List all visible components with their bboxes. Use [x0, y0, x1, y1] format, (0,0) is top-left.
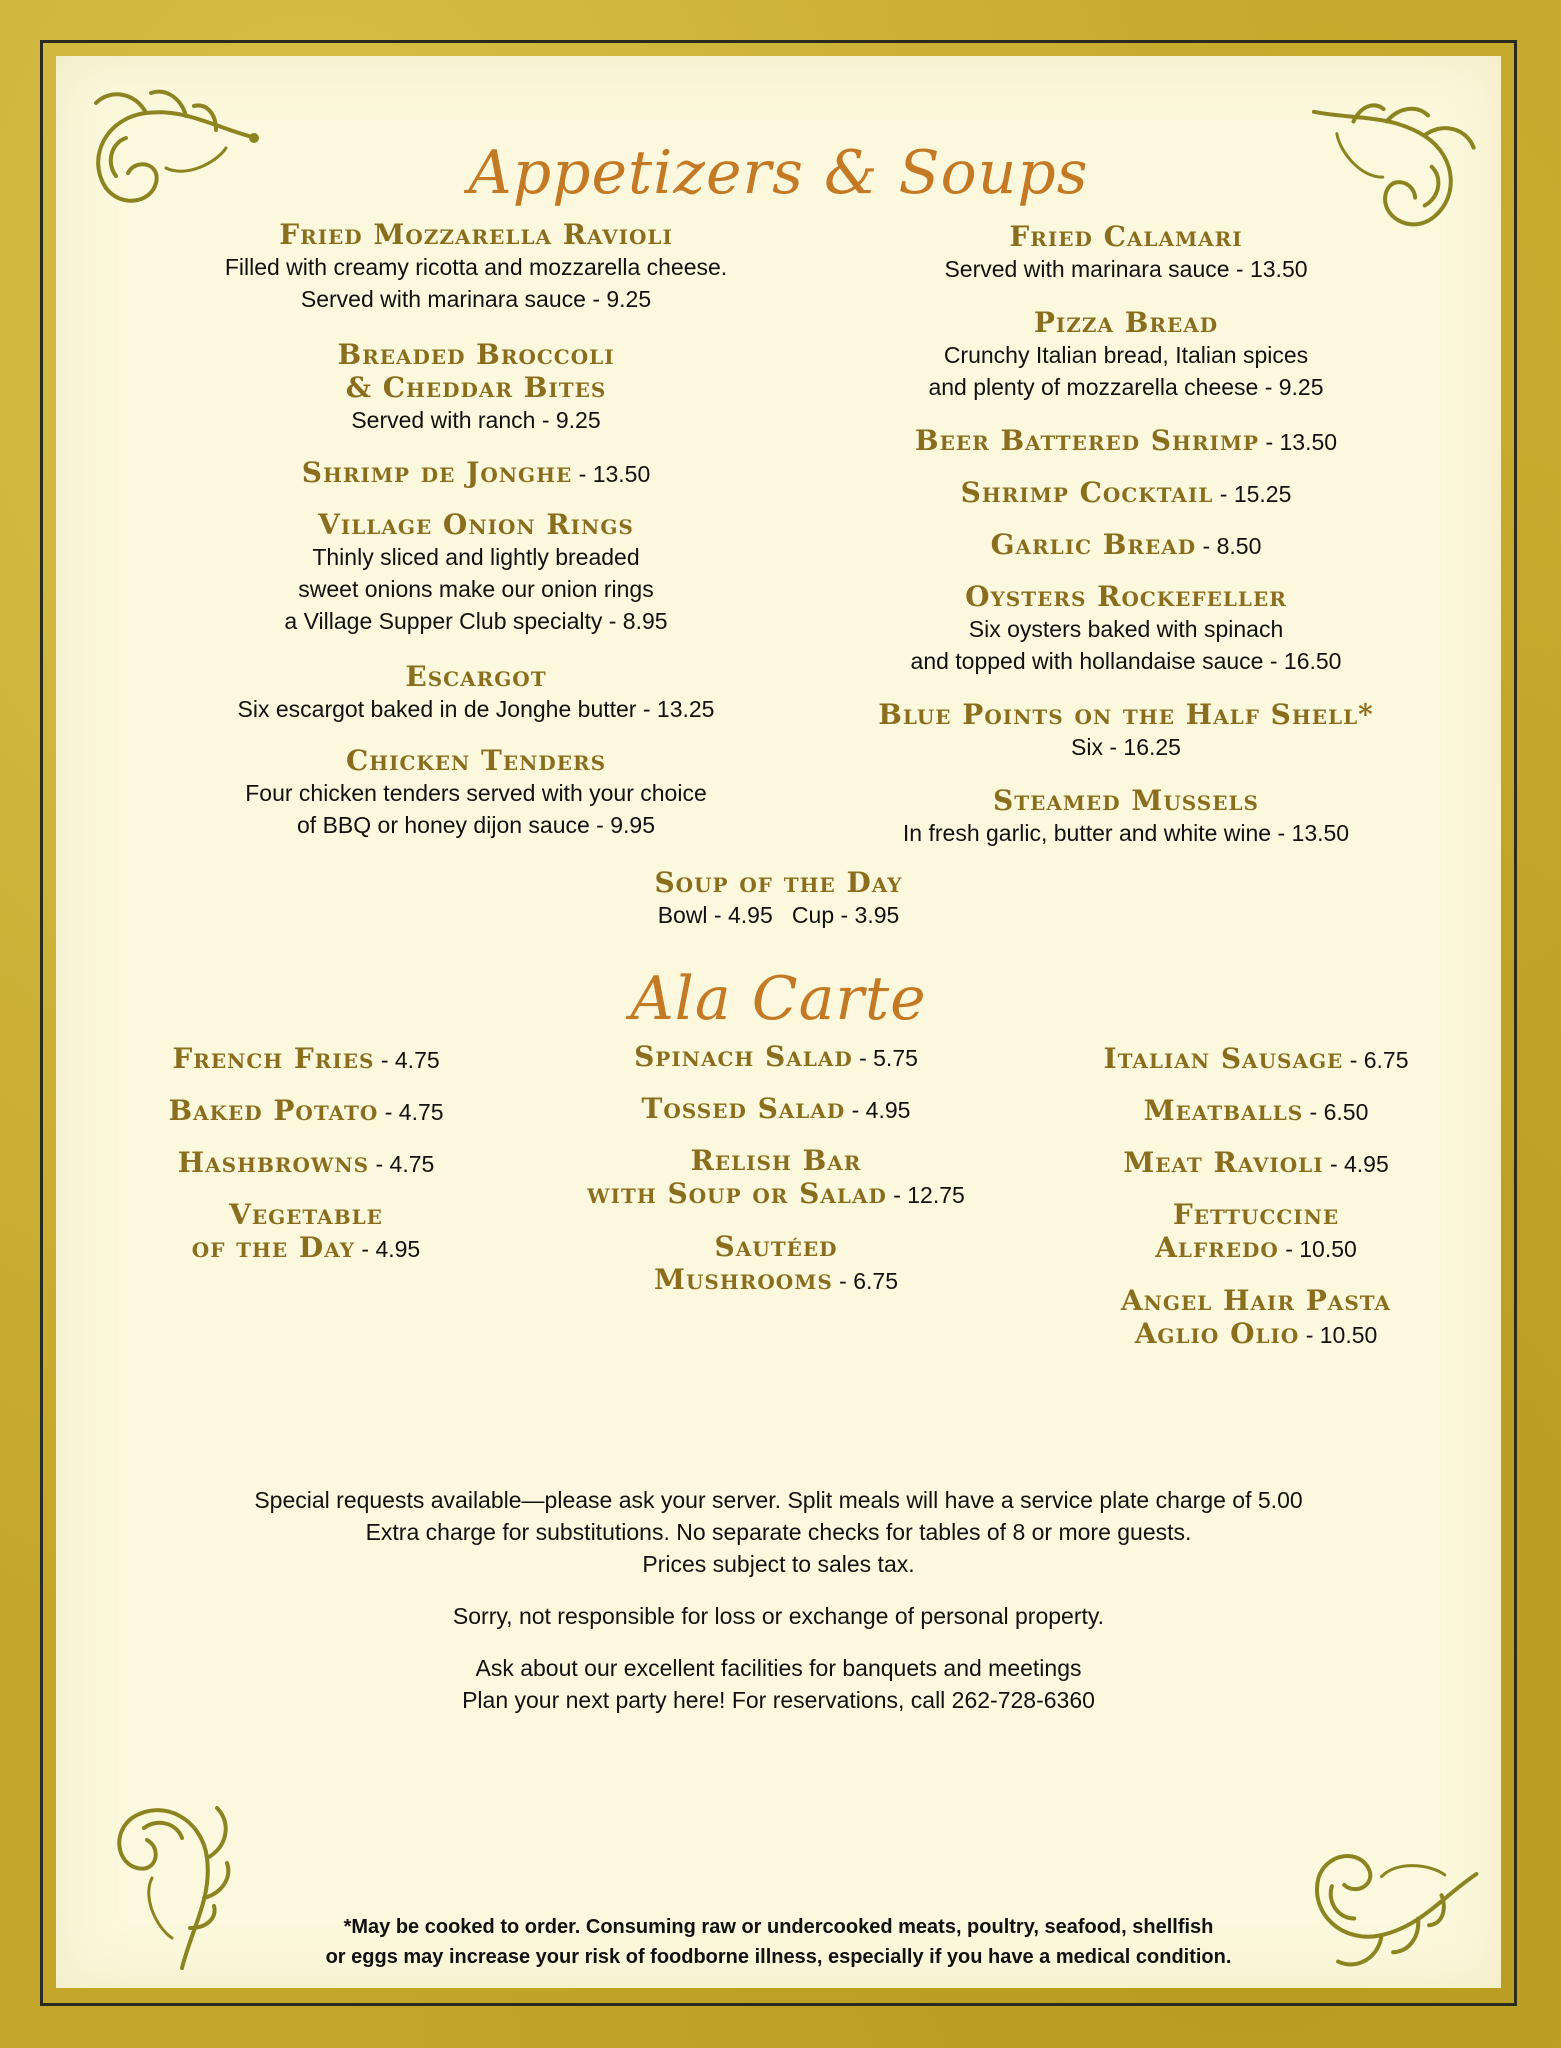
item-desc: Crunchy Italian bread, Italian spices	[943, 342, 1309, 368]
item-name: Fettuccine	[1172, 1198, 1340, 1231]
menu-item	[1036, 1042, 1476, 1075]
menu-item	[96, 218, 856, 315]
menu-item	[96, 1198, 516, 1264]
notes-text: Sorry, not responsible for loss or exchange of personal property.	[452, 1603, 1105, 1629]
item-name: Meatballs	[1143, 1094, 1304, 1127]
item-price: - 6.75	[1343, 1047, 1409, 1073]
item-price: - 5.75	[852, 1045, 918, 1071]
item-price: - 4.95	[845, 1097, 911, 1123]
item-desc: and plenty of mozzarella cheese - 9.25	[928, 374, 1324, 400]
item-price: - 6.50	[1303, 1099, 1369, 1125]
item-price: - 4.75	[374, 1047, 440, 1073]
item-name: with Soup or Salad	[587, 1177, 887, 1210]
item-name: Fried Mozzarella Ravioli	[279, 218, 673, 251]
item-name: Italian Sausage	[1103, 1042, 1344, 1075]
item-name: Soup of the Day	[654, 866, 903, 899]
item-name: Aglio Olio	[1134, 1317, 1300, 1350]
menu-item	[526, 1230, 1026, 1296]
menu-item	[1036, 1198, 1476, 1264]
item-desc: Served with marinara sauce - 9.25	[300, 286, 652, 312]
item-name: Hashbrowns	[177, 1146, 370, 1179]
item-desc: Bowl - 4.95 Cup - 3.95	[657, 902, 900, 928]
notes-text: Prices subject to sales tax.	[642, 1551, 915, 1577]
menu-page	[56, 56, 1501, 1988]
menu-item	[96, 1042, 516, 1075]
item-desc: In fresh garlic, butter and white wine - 13.50	[902, 820, 1350, 846]
item-name: Beer Battered Shrimp	[914, 424, 1260, 457]
menu-item	[776, 424, 1476, 457]
item-desc: Served with marinara sauce - 13.50	[944, 256, 1308, 282]
item-price: - 4.75	[378, 1099, 444, 1125]
item-name: & Cheddar Bites	[345, 371, 607, 404]
section-heading-ala-carte: Ala Carte	[630, 964, 927, 1034]
item-name: Baked Potato	[168, 1094, 379, 1127]
item-desc: Four chicken tenders served with your choice	[245, 780, 707, 806]
item-price: - 4.95	[355, 1236, 421, 1262]
item-name: Steamed Mussels	[993, 784, 1259, 817]
menu-item	[776, 580, 1476, 677]
item-name: Alfredo	[1155, 1231, 1279, 1264]
item-name: Village Onion Rings	[318, 508, 634, 541]
menu-item	[776, 528, 1476, 561]
item-name: Mushrooms	[653, 1263, 833, 1296]
menu-item	[1036, 1094, 1476, 1127]
item-desc: Six oysters baked with spinach	[968, 616, 1284, 642]
item-name: Shrimp Cocktail	[960, 476, 1214, 509]
item-desc: Filled with creamy ricotta and mozzarella cheese.	[224, 254, 728, 280]
item-price: - 10.50	[1278, 1236, 1357, 1262]
item-name: French Fries	[172, 1042, 375, 1075]
item-name: of the Day	[191, 1231, 355, 1264]
item-name: Shrimp de Jonghe	[301, 456, 573, 489]
menu-item	[1036, 1284, 1476, 1350]
menu-item-soup	[56, 866, 1501, 931]
item-price: - 4.75	[369, 1151, 435, 1177]
item-price: - 13.50	[572, 461, 651, 487]
item-name: Sautéed	[714, 1230, 838, 1263]
item-name: Escargot	[405, 660, 547, 693]
notes-text: Plan your next party here! For reservations, call 262-728-6360	[462, 1687, 1095, 1713]
menu-item	[1036, 1146, 1476, 1179]
notes-text: Extra charge for substitutions. No separate checks for tables of 8 or more guests.	[365, 1519, 1192, 1545]
item-name: Tossed Salad	[641, 1092, 846, 1125]
item-name: Chicken Tenders	[345, 744, 607, 777]
menu-item	[96, 1094, 516, 1127]
item-price: - 4.95	[1323, 1151, 1389, 1177]
menu-item	[776, 306, 1476, 403]
item-price: - 13.50	[1259, 429, 1338, 455]
notes-text: Special requests available—please ask your server. Split meals will have a service plate charge of 5.00	[254, 1487, 1303, 1513]
disclaimer-text: *May be cooked to order. Consuming raw or undercooked meats, poultry, seafood, shellfish	[343, 1916, 1214, 1938]
item-name: Oysters Rockefeller	[965, 580, 1287, 613]
disclaimer-text: or eggs may increase your risk of foodborne illness, especially if you have a medical condition.	[325, 1946, 1232, 1968]
item-name: Relish Bar	[690, 1144, 862, 1177]
food-safety-disclaimer	[56, 1912, 1501, 1972]
item-price: - 8.50	[1196, 533, 1262, 559]
menu-item	[96, 744, 856, 841]
item-name: Blue Points on the Half Shell*	[878, 698, 1374, 731]
item-name: Angel Hair Pasta	[1120, 1284, 1392, 1317]
item-name: Meat Ravioli	[1123, 1146, 1324, 1179]
section-heading-appetizers: Appetizers & Soups	[468, 138, 1089, 208]
menu-item	[776, 784, 1476, 849]
item-desc: Six - 16.25	[1071, 734, 1181, 760]
menu-item	[96, 1146, 516, 1179]
item-name: Fried Calamari	[1009, 220, 1243, 253]
item-name: Pizza Bread	[1033, 306, 1219, 339]
menu-item	[96, 338, 856, 436]
item-price: - 10.50	[1299, 1322, 1378, 1348]
notes-text: Ask about our excellent facilities for banquets and meetings	[475, 1655, 1082, 1681]
menu-item	[526, 1144, 1026, 1210]
menu-notes	[56, 1484, 1501, 1736]
item-name: Breaded Broccoli	[337, 338, 615, 371]
item-desc: Six escargot baked in de Jonghe butter - 13.25	[237, 696, 715, 722]
menu-item	[526, 1040, 1026, 1073]
menu-item	[526, 1092, 1026, 1125]
item-price: - 6.75	[832, 1268, 899, 1294]
menu-item	[96, 508, 856, 637]
item-desc: a Village Supper Club specialty - 8.95	[284, 608, 668, 634]
item-name: Spinach Salad	[634, 1040, 853, 1073]
menu-item	[96, 456, 856, 489]
item-desc: sweet onions make our onion rings	[298, 576, 654, 602]
item-name: Garlic Bread	[990, 528, 1197, 561]
menu-item	[776, 476, 1476, 509]
item-desc: and topped with hollandaise sauce - 16.50	[910, 648, 1342, 674]
menu-item	[96, 660, 856, 725]
item-desc: Served with ranch - 9.25	[351, 407, 601, 433]
menu-item	[776, 220, 1476, 285]
item-desc: Thinly sliced and lightly breaded	[312, 544, 640, 570]
item-price: - 12.75	[886, 1182, 965, 1208]
item-price: - 15.25	[1213, 481, 1292, 507]
item-desc: of BBQ or honey dijon sauce - 9.95	[297, 812, 655, 838]
menu-item	[776, 698, 1476, 763]
item-name: Vegetable	[229, 1198, 383, 1231]
